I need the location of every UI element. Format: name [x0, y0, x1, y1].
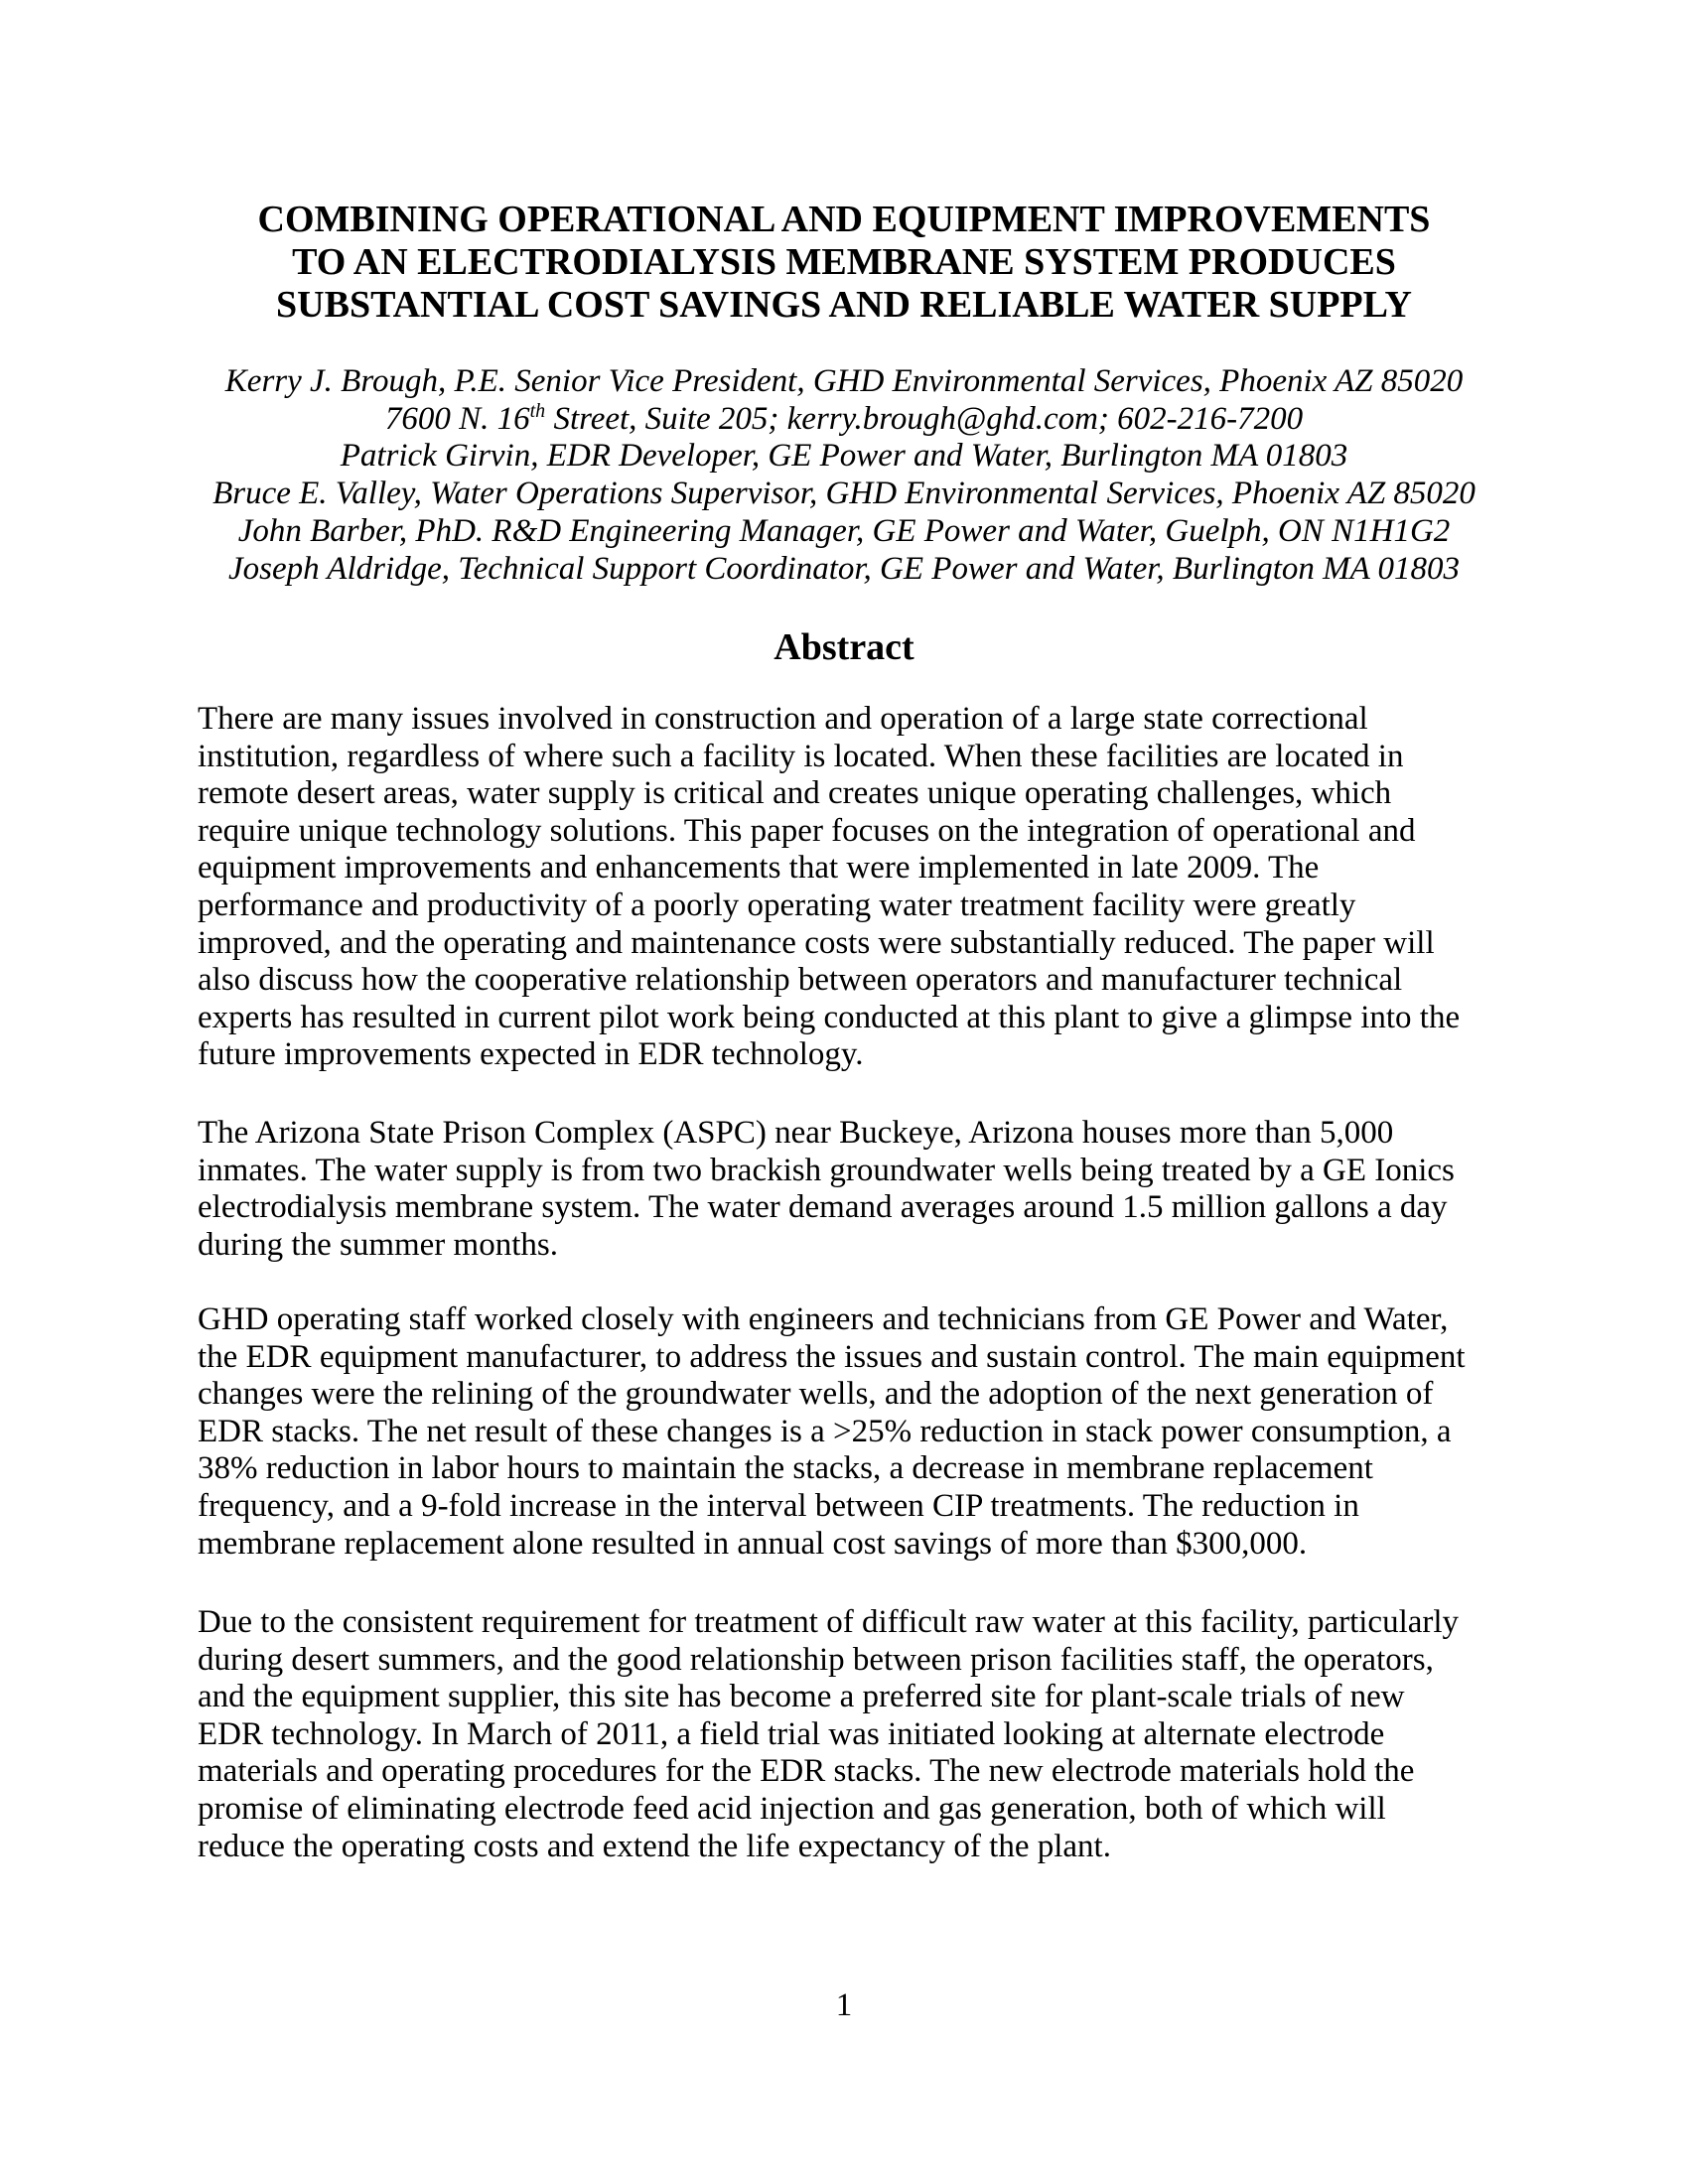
- superscript: th: [529, 399, 546, 422]
- paragraph-line: materials and operating procedures for the EDR stacks. The new electrode materials hold the: [198, 1753, 1415, 1790]
- author-line: Kerry J. Brough, P.E. Senior Vice President, GHD Environmental Services, Phoenix AZ 85020: [224, 363, 1464, 399]
- abstract-paragraph: [198, 701, 1488, 1074]
- paragraph-line: also discuss how the cooperative relationship between operators and manufacturer technical: [198, 962, 1403, 999]
- author-line: Joseph Aldridge, Technical Support Coordinator, GE Power and Water, Burlington MA 01803: [228, 550, 1460, 587]
- paragraph-line: future improvements expected in EDR technology.: [198, 1036, 864, 1073]
- paragraph-line: EDR technology. In March of 2011, a field trial was initiated looking at alternate electrode: [198, 1715, 1385, 1752]
- address-part: 7600 N. 16: [384, 400, 530, 437]
- author-line: Bruce E. Valley, Water Operations Supervisor, GHD Environmental Services, Phoenix AZ 85020: [212, 476, 1476, 512]
- paragraph-line: Due to the consistent requirement for treatment of difficult raw water at this facility, particularly: [198, 1604, 1460, 1640]
- paragraph-line: improved, and the operating and maintenance costs were substantially reduced. The paper will: [198, 924, 1435, 961]
- paragraph-line: during desert summers, and the good relationship between prison facilities staff, the operators,: [198, 1641, 1434, 1678]
- address-part: Street, Suite 205; kerry.brough@ghd.com; 602-216-7200: [545, 400, 1304, 437]
- title-line: SUBSTANTIAL COST SAVINGS AND RELIABLE WATER SUPPLY: [276, 284, 1412, 326]
- paragraph-line: frequency, and a 9-fold increase in the interval between CIP treatments. The reduction in: [198, 1487, 1359, 1524]
- paragraph-line: 38% reduction in labor hours to maintain the stacks, a decrease in membrane replacement: [198, 1450, 1373, 1487]
- paragraph-line: changes were the relining of the groundwater wells, and the adoption of the next generation of: [198, 1376, 1434, 1413]
- paragraph-line: during the summer months.: [198, 1226, 558, 1263]
- paragraph-line: institution, regardless of where such a facility is located. When these facilities are located in: [198, 738, 1404, 774]
- paragraph-line: EDR stacks. The net result of these changes is a >25% reduction in stack power consumption, a: [198, 1413, 1452, 1449]
- title-line: TO AN ELECTRODIALYSIS MEMBRANE SYSTEM PRODUCES: [292, 241, 1396, 283]
- page-number: 1: [835, 1987, 853, 2023]
- paragraph-line: The Arizona State Prison Complex (ASPC) near Buckeye, Arizona houses more than 5,000: [198, 1115, 1394, 1151]
- author-line: Patrick Girvin, EDR Developer, GE Power and Water, Burlington MA 01803: [340, 438, 1348, 475]
- paragraph-line: performance and productivity of a poorly operating water treatment facility were greatly: [198, 887, 1356, 923]
- paragraph-line: the EDR equipment manufacturer, to address the issues and sustain control. The main equipment: [198, 1338, 1466, 1375]
- abstract-paragraph: [198, 1604, 1488, 1865]
- paragraph-line: equipment improvements and enhancements that were implemented in late 2009. The: [198, 850, 1320, 887]
- paper-title: [0, 199, 1688, 327]
- paragraph-line: promise of eliminating electrode feed acid injection and gas generation, both of which will: [198, 1790, 1386, 1827]
- paragraph-line: GHD operating staff worked closely with engineers and technicians from GE Power and Water,: [198, 1301, 1449, 1337]
- paragraph-line: reduce the operating costs and extend the life expectancy of the plant.: [198, 1828, 1111, 1864]
- abstract-heading: Abstract: [774, 626, 914, 668]
- abstract-paragraph: [198, 1115, 1488, 1264]
- author-block: [0, 363, 1688, 588]
- paragraph-line: experts has resulted in current pilot work being conducted at this plant to give a glimpse into the: [198, 999, 1461, 1035]
- paragraph-line: and the equipment supplier, this site has become a preferred site for plant-scale trials of new: [198, 1679, 1405, 1715]
- paragraph-line: There are many issues involved in construction and operation of a large state correctional: [198, 701, 1368, 737]
- paragraph-line: electrodialysis membrane system. The water demand averages around 1.5 million gallons a day: [198, 1189, 1448, 1226]
- abstract-paragraph: [198, 1301, 1488, 1563]
- paragraph-line: inmates. The water supply is from two brackish groundwater wells being treated by a GE Ionics: [198, 1152, 1455, 1188]
- author-line: John Barber, PhD. R&D Engineering Manager, GE Power and Water, Guelph, ON N1H1G2: [237, 512, 1451, 549]
- paragraph-line: membrane replacement alone resulted in annual cost savings of more than $300,000.: [198, 1525, 1308, 1562]
- title-line: COMBINING OPERATIONAL AND EQUIPMENT IMPROVEMENTS: [257, 199, 1431, 240]
- author-address: [0, 401, 1688, 439]
- paragraph-line: remote desert areas, water supply is critical and creates unique operating challenges, which: [198, 775, 1392, 812]
- paragraph-line: require unique technology solutions. This paper focuses on the integration of operational and: [198, 812, 1416, 849]
